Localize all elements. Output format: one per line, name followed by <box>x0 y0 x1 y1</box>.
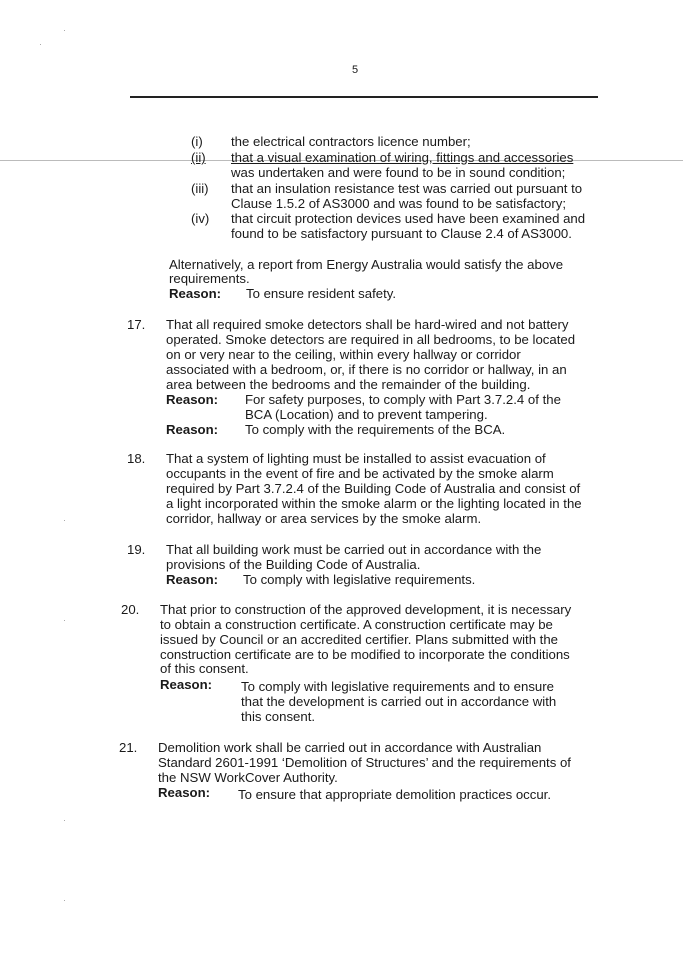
item-text: That all required smoke detectors shall be hard-wired and not battery <box>166 317 569 332</box>
item-text: required by Part 3.7.2.4 of the Building Code of Australia and consist of <box>166 481 581 496</box>
list-text: was undertaken and were found to be in sound condition; <box>231 165 566 180</box>
list-num: (iii) <box>191 181 209 196</box>
item-text: issued by Council or an accredited certifier. Plans submitted with the <box>160 632 559 647</box>
scan-speck <box>40 44 41 45</box>
reason-label: Reason: <box>158 785 211 800</box>
list-text: that circuit protection devices used have been examined and <box>231 211 586 226</box>
item-text: occupants in the event of fire and be activated by the smoke alarm <box>166 466 554 481</box>
item-text: That prior to construction of the approved development, it is necessary <box>160 602 572 617</box>
page-number: 5 <box>352 64 359 76</box>
header-rule <box>130 96 598 98</box>
scan-speck <box>64 900 65 901</box>
list-text: that an insulation resistance test was carried out pursuant to <box>231 181 583 196</box>
reason-text: BCA (Location) and to prevent tampering. <box>245 407 488 422</box>
reason-text: To comply with legislative requirements. <box>243 572 476 587</box>
item-number: 20. <box>121 602 140 617</box>
reason-label: Reason: <box>166 422 219 437</box>
reason-label: Reason: <box>166 392 219 407</box>
reason-text: this consent. <box>241 709 316 724</box>
item-text: provisions of the Building Code of Australia. <box>166 557 421 572</box>
paragraph-line: requirements. <box>169 271 250 286</box>
reason-label: Reason: <box>160 677 213 692</box>
list-text: that a visual examination of wiring, fittings and accessories <box>231 150 574 165</box>
item-text: associated with a bedroom, or, if there is no corridor or hallway, in an <box>166 362 567 377</box>
item-text: construction certificate are to be modified to incorporate the conditions <box>160 647 570 662</box>
reason-text: To comply with legislative requirements and to ensure <box>241 679 554 694</box>
list-text: the electrical contractors licence number; <box>231 134 471 149</box>
reason-label: Reason: <box>169 286 222 301</box>
list-num: (iv) <box>191 211 210 226</box>
item-number: 19. <box>127 542 146 557</box>
item-text: to obtain a construction certificate. A construction certificate may be <box>160 617 553 632</box>
reason-text: To ensure that appropriate demolition practices occur. <box>238 787 552 802</box>
list-num: (i) <box>191 134 203 149</box>
scan-speck <box>64 520 65 521</box>
list-text: found to be satisfactory pursuant to Clause 2.4 of AS3000. <box>231 226 572 241</box>
item-text: That all building work must be carried out in accordance with the <box>166 542 542 557</box>
reason-text: For safety purposes, to comply with Part 3.7.2.4 of the <box>245 392 561 407</box>
item-text: the NSW WorkCover Authority. <box>158 770 338 785</box>
item-text: of this consent. <box>160 661 249 676</box>
item-text: area between the bedrooms and the remainder of the building. <box>166 377 531 392</box>
list-text: Clause 1.5.2 of AS3000 and was found to be satisfactory; <box>231 196 567 211</box>
item-number: 18. <box>127 451 146 466</box>
item-number: 17. <box>127 317 146 332</box>
list-num: (ii) <box>191 150 206 165</box>
item-text: a light incorporated within the smoke alarm or the lighting located in the <box>166 496 582 511</box>
item-text: corridor, hallway or area services by the smoke alarm. <box>166 511 482 526</box>
scan-speck <box>64 820 65 821</box>
paragraph-line: Alternatively, a report from Energy Australia would satisfy the above <box>169 257 564 272</box>
item-text: Standard 2601-1991 ‘Demolition of Structures’ and the requirements of <box>158 755 571 770</box>
reason-text: To ensure resident safety. <box>246 286 397 301</box>
scan-speck <box>64 620 65 621</box>
reason-text: that the development is carried out in accordance with <box>241 694 557 709</box>
item-text: That a system of lighting must be installed to assist evacuation of <box>166 451 546 466</box>
reason-label: Reason: <box>166 572 219 587</box>
reason-text: To comply with the requirements of the BCA. <box>245 422 506 437</box>
item-text: operated. Smoke detectors are required in all bedrooms, to be located <box>166 332 576 347</box>
item-number: 21. <box>119 740 138 755</box>
item-text: Demolition work shall be carried out in accordance with Australian <box>158 740 542 755</box>
item-text: on or very near to the ceiling, within every hallway or corridor <box>166 347 521 362</box>
scan-speck <box>64 30 65 31</box>
